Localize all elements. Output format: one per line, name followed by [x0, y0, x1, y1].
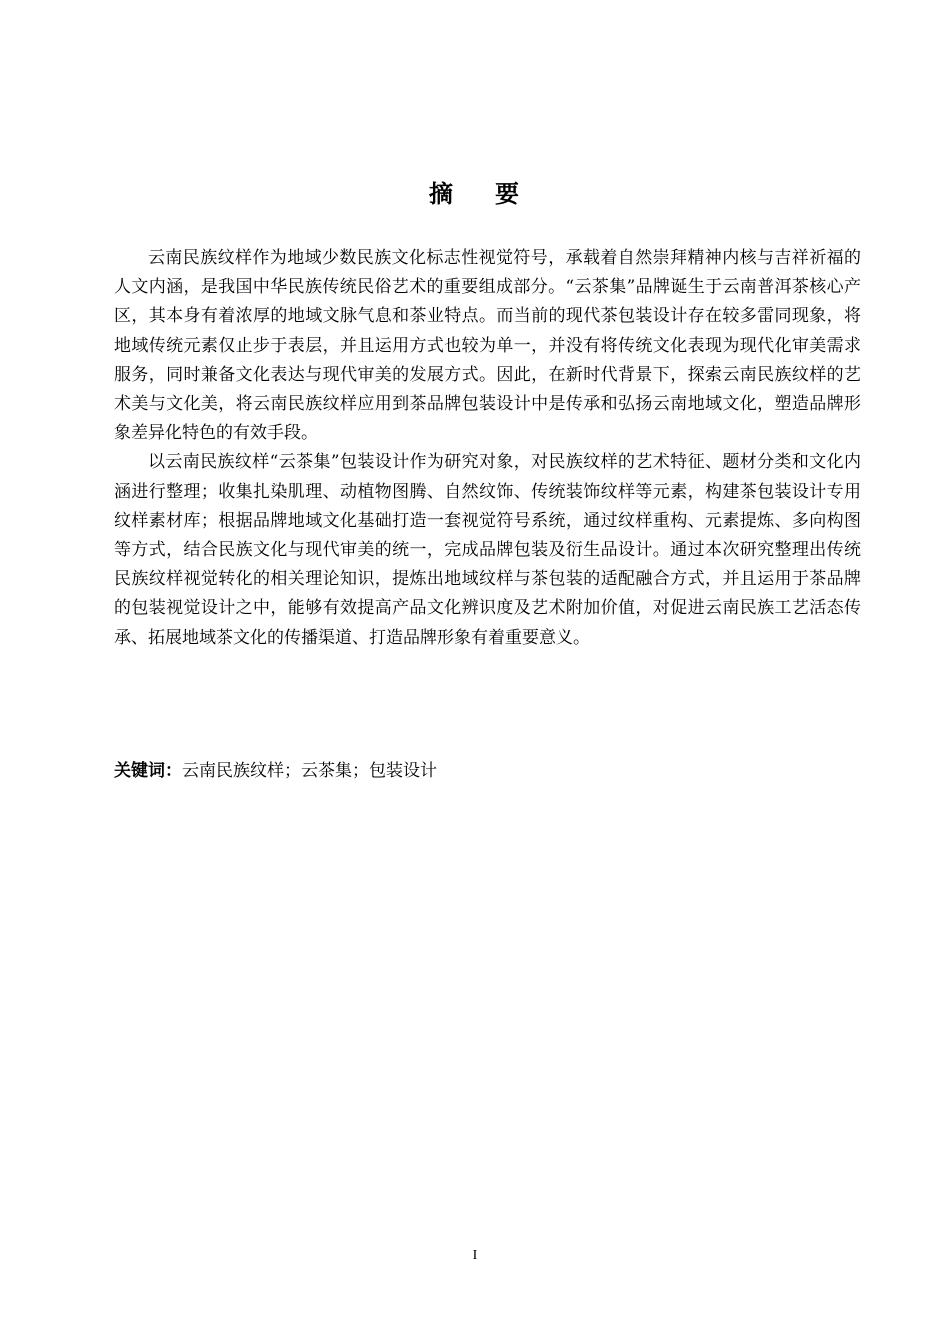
- abstract-paragraph-2: 以云南民族纹样“云茶集”包装设计作为研究对象，对民族纹样的艺术特征、题材分类和文化内涵进行整理；收集扎染肌理、动植物图腾、自然纹饰、传统装饰纹样等元素，构建茶包装设计专用纹样素材库；根据品牌地域文化基础打造一套视觉符号系统，通过纹样重构、元素提炼、多向构图等方式，结合民族文化与现代审美的统一，完成品牌包装及衍生品设计。通过本次研究整理出传统民族纹样视觉转化的相关理论知识，提炼出地域纹样与茶包装的适配融合方式，并且运用于茶品牌的包装视觉设计之中，能够有效提高产品文化辨识度及艺术附加价值，对促进云南民族工艺活态传承、拓展地域茶文化的传播渠道、打造品牌形象有着重要意义。: [114, 452, 861, 648]
- page-number: I: [472, 1248, 478, 1263]
- abstract-body: [114, 244, 861, 653]
- abstract-heading-char-1: 摘: [429, 180, 455, 208]
- keywords-label: 关键词：: [114, 761, 182, 781]
- keywords-value: 云南民族纹样；云茶集；包装设计: [182, 761, 437, 781]
- abstract-paragraph-1: 云南民族纹样作为地域少数民族文化标志性视觉符号，承载着自然崇拜精神内核与吉祥祈福的人文内涵，是我国中华民族传统民俗艺术的重要组成部分。“云茶集”品牌诞生于云南普洱茶核心产区，其本身有着浓厚的地域文脉气息和茶业特点。而当前的现代茶包装设计存在较多雷同现象，将地域传统元素仅止步于表层，并且运用方式也较为单一，并没有将传统文化表现为现代化审美需求服务，同时兼备文化表达与现代审美的发展方式。因此，在新时代背景下，探索云南民族纹样的艺术美与文化美，将云南民族纹样应用到茶品牌包装设计中是传承和弘扬云南地域文化，塑造品牌形象差异化特色的有效手段。: [114, 248, 861, 444]
- keywords-line: [114, 758, 861, 784]
- abstract-heading: [0, 176, 950, 212]
- abstract-heading-char-2: 要: [495, 180, 521, 208]
